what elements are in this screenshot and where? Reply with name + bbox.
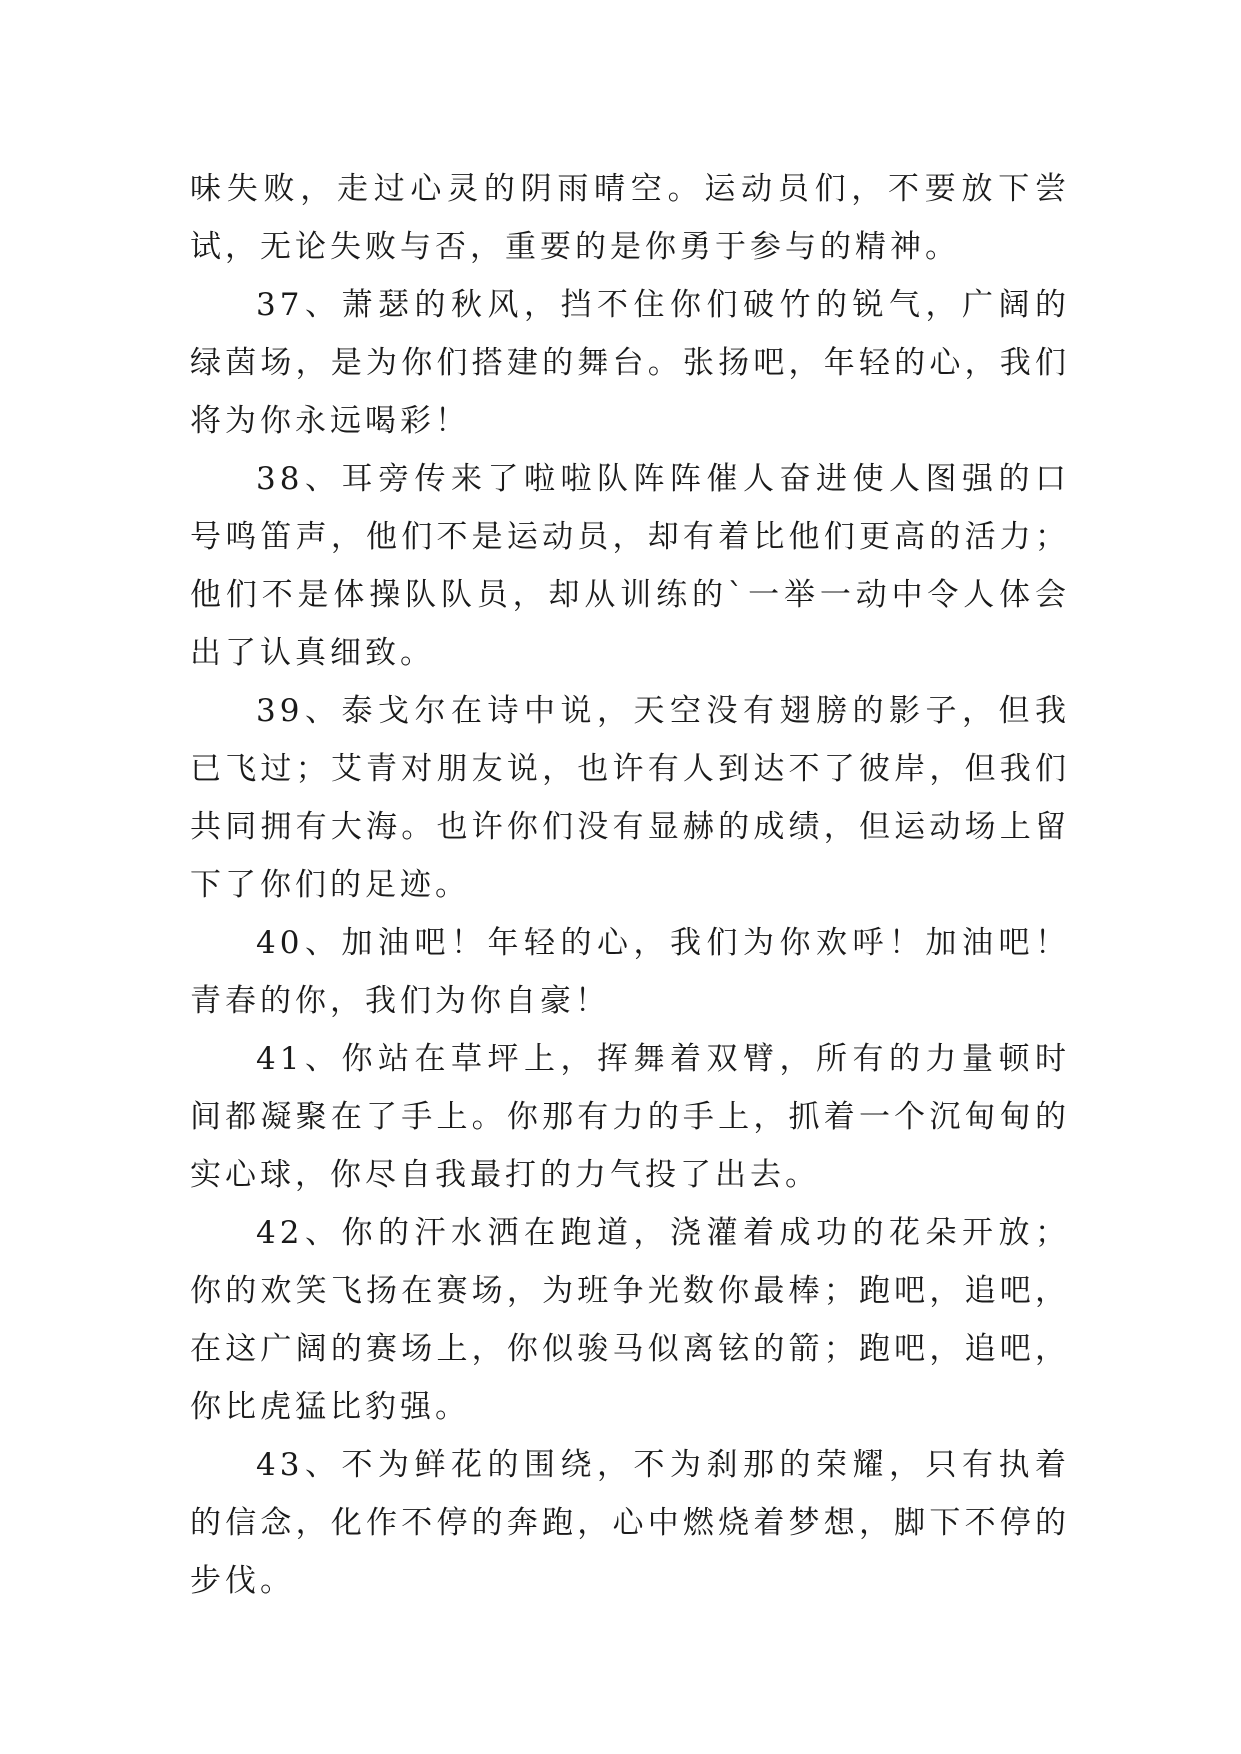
paragraph-39: 39、泰戈尔在诗中说，天空没有翅膀的影子，但我已飞过；艾青对朋友说，也许有人到达不了彼岸，但我们共同拥有大海。也许你们没有显赫的成绩，但运动场上留下了你们的足迹。 — [190, 693, 1070, 903]
paragraph-continuation: 味失败，走过心灵的阴雨晴空。运动员们，不要放下尝试，无论失败与否，重要的是你勇于参与的精神。 — [190, 171, 1070, 265]
paragraph-41: 41、你站在草坪上，挥舞着双臂，所有的力量顿时间都凝聚在了手上。你那有力的手上，抓着一个沉甸甸的实心球，你尽自我最打的力气投了出去。 — [190, 1041, 1070, 1193]
paragraph-43: 43、不为鲜花的围绕，不为刹那的荣耀，只有执着的信念，化作不停的奔跑，心中燃烧着梦想，脚下不停的步伐。 — [190, 1447, 1070, 1599]
paragraph-37: 37、萧瑟的秋风，挡不住你们破竹的锐气，广阔的绿茵场，是为你们搭建的舞台。张扬吧，年轻的心，我们将为你永远喝彩！ — [190, 287, 1070, 439]
paragraph-40: 40、加油吧！年轻的心，我们为你欢呼！加油吧！青春的你，我们为你自豪！ — [190, 925, 1070, 1019]
paragraph-38: 38、耳旁传来了啦啦队阵阵催人奋进使人图强的口号鸣笛声，他们不是运动员，却有着比他们更高的活力；他们不是体操队队员，却从训练的`一举一动中令人体会出了认真细致。 — [190, 461, 1070, 671]
paragraph-42: 42、你的汗水洒在跑道，浇灌着成功的花朵开放；你的欢笑飞扬在赛场，为班争光数你最棒；跑吧，追吧，在这广阔的赛场上，你似骏马似离铉的箭；跑吧，追吧，你比虎猛比豹强。 — [190, 1215, 1070, 1425]
document-body — [190, 160, 1070, 1610]
